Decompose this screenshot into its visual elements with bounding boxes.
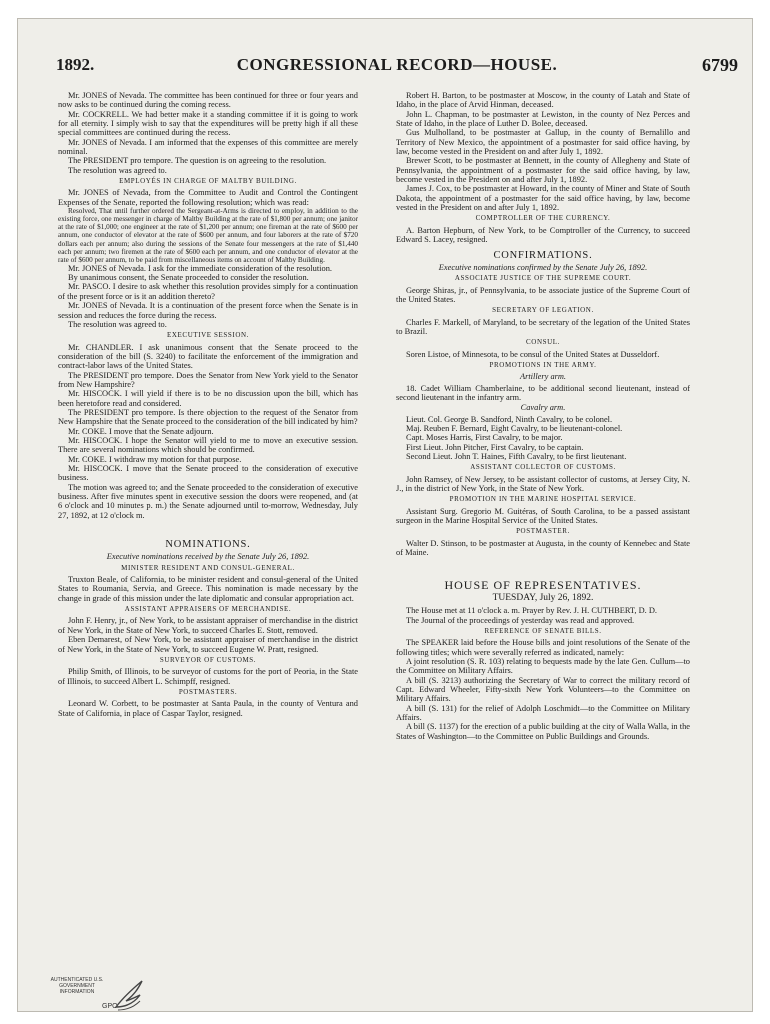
paragraph: Gus Mulholland, to be postmaster at Gallup, in the county of Bernalillo and Territory of New Mexico, the appointment of a postmaster for said office having, by law, become vested in the President on and after July 1, 1892.	[396, 128, 690, 157]
section-subtitle: Executive nominations received by the Senate July 26, 1892.	[106, 552, 310, 562]
paragraph: A bill (S. 3213) authorizing the Secretary of War to correct the military record of Capt. Edward Wheeler, Fifty-sixth New York Volunteers—to the Committee on Military Affairs.	[396, 675, 690, 704]
paragraph: Capt. Moses Harris, First Cavalry, to be major.	[406, 433, 563, 443]
paragraph: Mr. PASCO. I desire to ask whether this resolution provides simply for a continuation of the present force or is it an addition thereto?	[58, 282, 358, 301]
section-heading: ASSISTANT COLLECTOR OF CUSTOMS.	[470, 463, 616, 472]
paragraph: A joint resolution (S. R. 103) relating to bequests made by the late Gen. Cullum—to the Committee on Military Affairs.	[396, 656, 690, 676]
section-heading: EMPLOYÉS IN CHARGE OF MALTBY BUILDING.	[119, 177, 297, 186]
section-heading: COMPTROLLER OF THE CURRENCY.	[475, 214, 611, 223]
section-heading: SECRETARY OF LEGATION.	[492, 306, 594, 315]
paragraph: Assistant Surg. Gregorio M. Guitéras, of South Carolina, to be a passed assistant surgeon in the Marine Hospital Service of the United States.	[396, 506, 690, 526]
paragraph: Eben Demarest, of New York, to be assistant appraiser of merchandise in the district of New York, in the State of New York, to succeed Eugene W. Pratt, resigned.	[58, 635, 358, 654]
paragraph: Mr. CHANDLER. I ask unanimous consent that the Senate proceed to the consideration of the bill (S. 3240) to facilitate the enforcement of the immigration and contract-labor laws of the United States.	[58, 342, 358, 371]
page-header	[56, 55, 738, 77]
house-title: HOUSE OF REPRESENTATIVES.	[444, 578, 642, 593]
paragraph: Mr. COKE. I move that the Senate adjourn.	[68, 426, 214, 436]
paragraph: The resolution was agreed to.	[68, 165, 167, 175]
paragraph: Mr. JONES of Nevada. I am informed that the expenses of this committee are merely nominal.	[58, 137, 358, 157]
paragraph: Soren Listoe, of Minnesota, to be consul of the United States at Dusseldorf.	[406, 349, 660, 359]
paragraph: Mr. JONES of Nevada, from the Committee to Audit and Control the Contingent Expenses of the Senate, reported the following resolution; which was read:	[58, 188, 358, 207]
section-subheading: Cavalry arm.	[520, 403, 566, 413]
paragraph: A. Barton Hepburn, of New York, to be Comptroller of the Currency, to succeed Edward S. Lacey, resigned.	[396, 225, 690, 245]
paragraph: Lieut. Col. George B. Sandford, Ninth Cavalry, to be colonel.	[406, 414, 613, 424]
paragraph: A bill (S. 1137) for the erection of a public building at the city of Walla Walla, in the States of Washington—to the Committee on Public Buildings and Grounds.	[396, 722, 690, 741]
section-heading: ASSISTANT APPRAISERS OF MERCHANDISE.	[124, 605, 292, 614]
paragraph: Brewer Scott, to be postmaster at Bennett, in the county of Allegheny and State of Pennsylvania, the appointment of a postmaster for the said office having, by law, become vested in the President on and after July 1, 1892.	[396, 156, 690, 185]
paragraph: George Shiras, jr., of Pennsylvania, to be associate justice of the Supreme Court of the United States.	[396, 285, 690, 304]
gpo-label: GPO	[102, 1003, 118, 1010]
section-heading: POSTMASTERS.	[178, 687, 238, 696]
paragraph: Leonard W. Corbett, to be postmaster at Santa Paula, in the county of Ventura and State of California, in place of Caspar Taylor, resigned.	[58, 699, 358, 718]
paragraph: John L. Chapman, to be postmaster at Lewiston, in the county of Nez Perces and State of Idaho, in the place of Luther D. Bolee, deceased.	[396, 109, 690, 129]
section-heading: SURVEYOR OF CUSTOMS.	[159, 655, 257, 664]
resolution-text: Resolved, That until further ordered the Sergeant-at-Arms is directed to employ, in addition to the existing force, one messenger in charge of Maltby Building at the rate of $1,800 per annum; one janitor at the rate of $1,000; one engineer at the rate of $1,200 per annum; one fireman at the rate of $600 per annum, one conductor of elevator at the rate of $600 per annum, and four laborers at the rate of $720 dollars each per annum; also during the sessions of the Senate four messengers at the rate of $1,440 each per annum; two firemen at the rate of $600 each per annum, and one conductor of elevator at the rate of $600 per annum, to be paid from miscellaneous items on account of Maltby Building.	[58, 207, 358, 264]
paragraph: The motion was agreed to; and the Senate proceeded to the consideration of executive business. After five minutes spent in executive session the doors were reopened, and (at 6 o'clock and 10 minutes p. m.) the Senate adjourned until to-morrow, Wednesday, July 27, 1892, at 12 o'clock m.	[58, 482, 358, 520]
section-heading: PROMOTION IN THE MARINE HOSPITAL SERVICE.	[449, 495, 637, 504]
paragraph: The PRESIDENT pro tempore. The question is on agreeing to the resolution.	[68, 156, 327, 166]
section-heading: ASSOCIATE JUSTICE OF THE SUPREME COURT.	[454, 274, 632, 283]
gpo-authentication-logo	[42, 977, 162, 1012]
paragraph: Robert H. Barton, to be postmaster at Moscow, in the county of Latah and State of Idaho, in the place of Arvid Hinman, deceased.	[396, 91, 690, 110]
paragraph: Philip Smith, of Illinois, to be surveyor of customs for the port of Peoria, in the State of Illinois, to succeed Albert L. Schimpff, resigned.	[58, 667, 358, 686]
section-title: CONFIRMATIONS.	[493, 249, 593, 261]
paragraph: The PRESIDENT pro tempore. Is there objection to the request of the Senator from New Hampshire that the Senate proceed to the consideration of the bill indicated by him?	[58, 407, 358, 427]
header-page-number: 6799	[702, 55, 738, 75]
section-heading: EXECUTIVE SESSION.	[167, 331, 249, 340]
paragraph: Mr. HISCOCK. I move that the Senate proceed to the consideration of executive business.	[58, 464, 358, 483]
section-heading: REFERENCE OF SENATE BILLS.	[484, 626, 602, 635]
paragraph: Mr. HISCOCK. I hope the Senator will yield to me to move an executive session. There are several nominations which should be confirmed.	[58, 435, 358, 455]
paragraph: Charles F. Markell, of Maryland, to be secretary of the legation of the United States to Brazil.	[396, 317, 690, 336]
section-heading: CONSUL.	[526, 338, 560, 347]
paragraph: The PRESIDENT pro tempore. Does the Senator from New York yield to the Senator from New Hampshire?	[58, 370, 358, 389]
section-subtitle: Executive nominations confirmed by the Senate July 26, 1892.	[438, 262, 648, 272]
paragraph: John F. Henry, jr., of New York, to be assistant appraiser of merchandise in the district of New York, in the State of New York, to succeed Charles E. Stott, removed.	[58, 616, 358, 635]
paragraph: The House met at 11 o'clock a. m. Prayer by Rev. J. H. CUTHBERT, D. D.	[406, 606, 657, 616]
paragraph: Maj. Reuben F. Bernard, Eight Cavalry, to be lieutenant-colonel.	[406, 424, 623, 433]
paragraph: Mr. JONES of Nevada. The committee has been continued for three or four years and now asks to be continued during the coming recess.	[58, 91, 358, 110]
paragraph: Second Lieut. John T. Haines, Fifth Cavalry, to be first lieutenant.	[406, 452, 627, 462]
authentication-text: AUTHENTICATED U.S. GOVERNMENT INFORMATION	[50, 977, 104, 995]
paragraph: A bill (S. 131) for the relief of Adolph Loschmidt—to the Committee on Military Affairs.	[396, 703, 690, 722]
paragraph: First Lieut. John Pitcher, First Cavalry, to be captain.	[406, 442, 584, 452]
paragraph: By unanimous consent, the Senate proceeded to consider the resolution.	[68, 273, 309, 283]
paragraph: Mr. COCKRELL. We had better make it a standing committee if it is going to work for all eternity. I simply wish to say that the expenditures will be pretty high if all these special committees are continued during the recess.	[58, 109, 358, 138]
section-subheading: Artillery arm.	[519, 372, 567, 382]
section-heading: MINISTER RESIDENT AND CONSUL-GENERAL.	[121, 563, 295, 572]
paragraph: Mr. JONES of Nevada. I ask for the immediate consideration of the resolution.	[68, 263, 332, 273]
section-heading: PROMOTIONS IN THE ARMY.	[489, 360, 597, 369]
paragraph: Mr. HISCOCK. I will yield if there is to be no discussion upon the bill, which has been heretofore read and considered.	[58, 389, 358, 408]
page-sheet	[17, 18, 753, 1012]
paragraph: Mr. COKE. I withdraw my motion for that purpose.	[68, 454, 242, 464]
section-heading: POSTMASTER.	[516, 527, 570, 536]
paragraph: Truxton Beale, of California, to be minister resident and consul-general of the United States to Roumania, Servia, and Greece. This nomination is made necessary by the change in grade of this mission under the late diplomatic and consular appropriation act.	[58, 575, 358, 603]
paragraph: 18. Cadet William Chamberlaine, to be additional second lieutenant, instead of second lieutenant in the infantry arm.	[396, 383, 690, 402]
paragraph: James J. Cox, to be postmaster at Howard, in the county of Miner and State of South Dakota, the appointment of a postmaster for the said office having, by law, become vested in the President on and after July 1, 1892.	[396, 184, 690, 213]
session-date: TUESDAY, July 26, 1892.	[492, 592, 594, 603]
eagle-icon	[112, 977, 146, 1012]
paragraph: The SPEAKER laid before the House bills and joint resolutions of the Senate of the following titles; which were severally referred as indicated, namely:	[396, 638, 690, 657]
paragraph: Mr. JONES of Nevada. It is a continuation of the present force when the Senate is in session and reduces the force during the recess.	[58, 301, 358, 320]
header-year: 1892.	[56, 55, 95, 74]
left-column	[58, 91, 358, 991]
paragraph: John Ramsey, of New Jersey, to be assistant collector of customs, at Jersey City, N. J., in the district of New York, in the State of New York.	[396, 474, 690, 494]
section-title: NOMINATIONS.	[165, 539, 251, 551]
paragraph: Walter D. Stinson, to be postmaster at Augusta, in the county of Kennebec and State of Maine.	[396, 538, 690, 558]
paragraph: The Journal of the proceedings of yesterday was read and approved.	[406, 615, 635, 625]
right-column	[396, 91, 690, 991]
header-title: CONGRESSIONAL RECORD—HOUSE.	[236, 55, 558, 74]
paragraph: The resolution was agreed to.	[68, 319, 167, 329]
